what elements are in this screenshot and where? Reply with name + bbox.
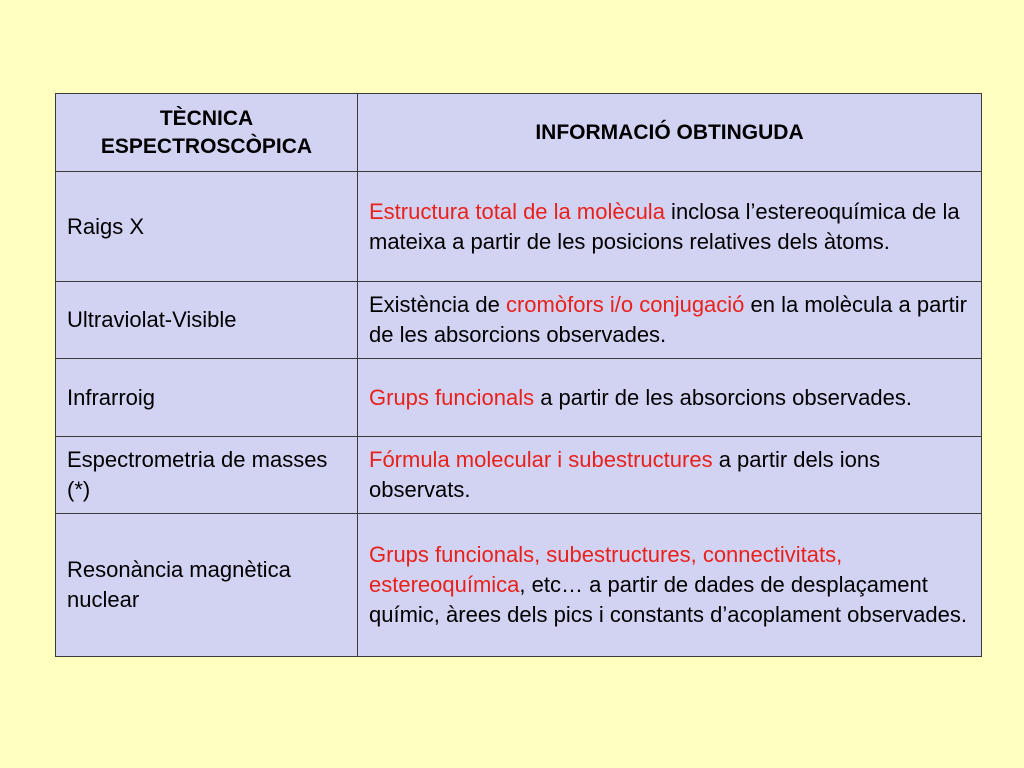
highlighted-text: Grups funcionals, subestructures, connectivitats, estereoquímica xyxy=(369,542,843,597)
technique-cell: Espectrometria de masses (*) xyxy=(56,437,358,514)
table-row xyxy=(56,359,982,437)
technique-cell: Raigs X xyxy=(56,172,358,282)
header-information: INFORMACIÓ OBTINGUDA xyxy=(358,94,982,172)
info-text: inclosa l’estereoquímica de la mateixa a partir de les posicions relatives dels àtoms. xyxy=(369,198,960,254)
header-technique xyxy=(56,94,358,172)
highlighted-text: Grups funcionals xyxy=(369,384,535,410)
header-technique-line2: ESPECTROSCÒPICA xyxy=(100,134,313,158)
table-header-row xyxy=(56,94,982,172)
info-text: a partir de les absorcions observades. xyxy=(534,384,912,410)
technique-cell: Ultraviolat-Visible xyxy=(56,282,358,359)
table-row xyxy=(56,172,982,282)
information-cell xyxy=(358,282,982,359)
information-cell xyxy=(358,172,982,282)
information-cell xyxy=(358,437,982,514)
technique-cell: Infrarroig xyxy=(56,359,358,437)
info-text: en la molècula a partir de les absorcions observades. xyxy=(369,292,967,347)
highlighted-text: cromòfors i/o conjugació xyxy=(505,292,745,317)
spectroscopy-table xyxy=(55,93,982,657)
info-text: , etc… a partir de dades de desplaçament químic, àrees dels pics i constants d’acoplament observades. xyxy=(369,572,967,627)
information-cell xyxy=(358,514,982,657)
table-row xyxy=(56,282,982,359)
highlighted-text: Estructura total de la molècula xyxy=(369,198,665,224)
technique-cell: Resonància magnètica nuclear xyxy=(56,514,358,657)
information-cell xyxy=(358,359,982,437)
table-row xyxy=(56,514,982,657)
info-text: a partir dels ions observats. xyxy=(369,447,881,502)
header-technique-line1: TÈCNICA xyxy=(159,106,254,130)
table-row xyxy=(56,437,982,514)
highlighted-text: Fórmula molecular i subestructures xyxy=(369,447,713,472)
info-text-pre: Existència de xyxy=(369,292,506,317)
